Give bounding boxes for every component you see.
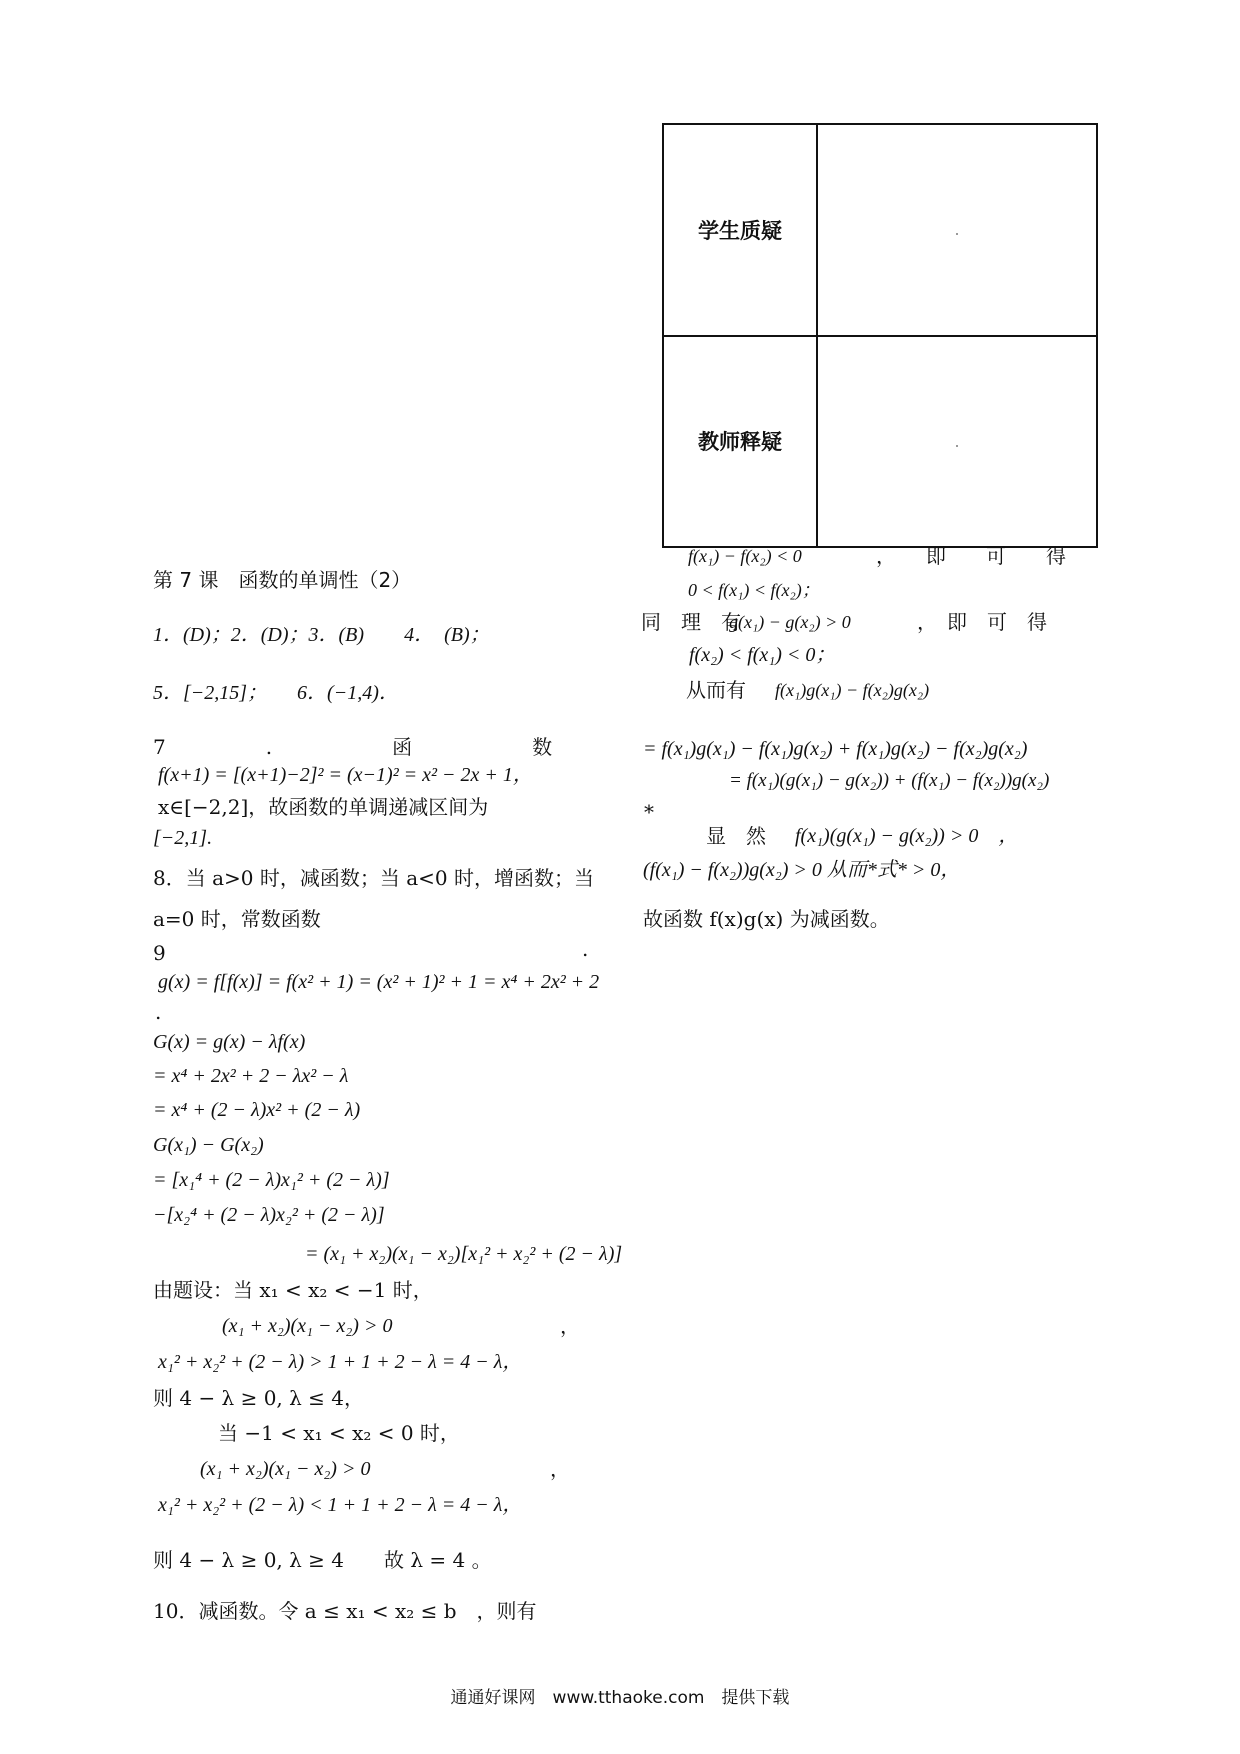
- period-mark: .: [155, 1000, 162, 1024]
- student-question-label: 学生质疑: [663, 124, 817, 336]
- lesson-title: 第 7 课 函数的单调性（2）: [153, 568, 412, 592]
- r-obviously: 显 然: [706, 824, 766, 848]
- G-diff-factored: = (x₁ + x₂)(x₁ − x₂)[x₁² + x₂² + (2 − λ)]: [305, 1243, 623, 1265]
- case-2-condition: 当 −1 < x₁ < x₂ < 0 时，: [218, 1421, 460, 1445]
- r-star-positive: (f(x₁) − f(x₂))g(x₂) > 0 从而*式* > 0，: [643, 859, 961, 881]
- placeholder-dot: [956, 233, 958, 235]
- r-f-diff-tail: ， 即 可 得: [876, 544, 1066, 568]
- r-conclusion: 故函数 f(x)g(x) 为减函数。: [643, 907, 890, 931]
- table-row: [663, 336, 1097, 548]
- teacher-answer-label: 教师释疑: [663, 336, 817, 548]
- answer-7-domain: x∈[−2,2]，故函数的单调递减区间为: [158, 795, 489, 819]
- answers-1-4: 1．(D)；2．(D)；3．(B) 4． (B)；: [153, 624, 490, 646]
- G-difference: G(x₁) − G(x₂): [153, 1134, 264, 1156]
- answer-9-dot: .: [582, 937, 589, 961]
- case-2-inequality: x₁² + x₂² + (2 − λ) < 1 + 1 + 2 − λ = 4 − λ，: [158, 1494, 523, 1516]
- teacher-answer-cell: [817, 336, 1097, 548]
- r-star: *: [644, 800, 654, 824]
- case-1-inequality: x₁² + x₂² + (2 − λ) > 1 + 1 + 2 − λ = 4 − λ，: [158, 1351, 523, 1373]
- G-definition: G(x) = g(x) − λf(x): [153, 1031, 306, 1053]
- case-1-comma: ，: [560, 1314, 580, 1338]
- case-1-result: 则 4 − λ ≥ 0, λ ≤ 4，: [153, 1386, 365, 1410]
- answer-9-number: 9: [153, 941, 166, 965]
- answer-7-formula: f(x+1) = [(x+1)−2]² = (x−1)² = x² − 2x + 1，: [158, 764, 533, 786]
- r-obvious-ineq: f(x₁)(g(x₁) − g(x₂)) > 0 ，: [795, 825, 1019, 847]
- answer-7-interval: [−2,1].: [153, 827, 213, 849]
- answer-8-line1: 8．当 a>0 时，减函数；当 a<0 时，增函数；当: [153, 866, 594, 890]
- case-2-product: (x₁ + x₂)(x₁ − x₂) > 0: [200, 1458, 371, 1480]
- answer-7-heading: 7 . 函 数: [153, 735, 553, 759]
- answer-8-line2: a=0 时，常数函数: [153, 907, 321, 931]
- r-expand-1: = f(x₁)g(x₁) − f(x₁)g(x₂) + f(x₁)g(x₂) − f(x₂)g(x₂): [643, 738, 1028, 760]
- case-1-product: (x₁ + x₂)(x₁ − x₂) > 0: [222, 1315, 393, 1337]
- qa-table: [662, 123, 1098, 548]
- r-g-diff-tail: ， 即 可 得: [917, 610, 1047, 634]
- r-fg-diff: f(x₁)g(x₁) − f(x₂)g(x₂): [775, 680, 930, 700]
- G-expand-1: = x⁴ + 2x² + 2 − λx² − λ: [153, 1065, 349, 1087]
- answer-10: 10．减函数。令 a ≤ x₁ < x₂ ≤ b ，则有: [153, 1599, 537, 1623]
- r-similarly: 同 理 有: [641, 610, 741, 634]
- G-expand-2: = x⁴ + (2 − λ)x² + (2 − λ): [153, 1099, 361, 1121]
- g-definition: g(x) = f[f(x)] = f(x² + 1) = (x² + 1)² + 1 = x⁴ + 2x² + 2: [158, 971, 600, 993]
- r-f-ineq: 0 < f(x₁) < f(x₂)；: [688, 580, 820, 600]
- r-f-order: f(x₂) < f(x₁) < 0；: [689, 644, 836, 666]
- case-2-comma: ，: [550, 1457, 570, 1481]
- r-f-diff: f(x₁) − f(x₂) < 0: [688, 546, 802, 566]
- footer-credit: 通通好课网 www.tthaoke.com 提供下载: [450, 1688, 790, 1708]
- student-question-cell: [817, 124, 1097, 336]
- lambda-conclusion: 则 4 − λ ≥ 0, λ ≥ 4 故 λ = 4 。: [153, 1548, 492, 1572]
- r-thus: 从而有: [686, 678, 746, 702]
- placeholder-dot: [956, 445, 958, 447]
- G-diff-line1: = [x₁⁴ + (2 − λ)x₁² + (2 − λ)]: [153, 1169, 390, 1191]
- case-1-condition: 由题设：当 x₁ < x₂ < −1 时，: [153, 1278, 433, 1302]
- table-row: [663, 124, 1097, 336]
- r-expand-2: = f(x₁)(g(x₁) − g(x₂)) + (f(x₁) − f(x₂))g(x₂): [729, 770, 1050, 791]
- r-g-diff: g(x₁) − g(x₂) > 0: [729, 612, 851, 632]
- G-diff-line2: −[x₂⁴ + (2 − λ)x₂² + (2 − λ)]: [153, 1204, 385, 1226]
- answers-5-6: 5．[−2,15]； 6．(−1,4)．: [153, 682, 399, 704]
